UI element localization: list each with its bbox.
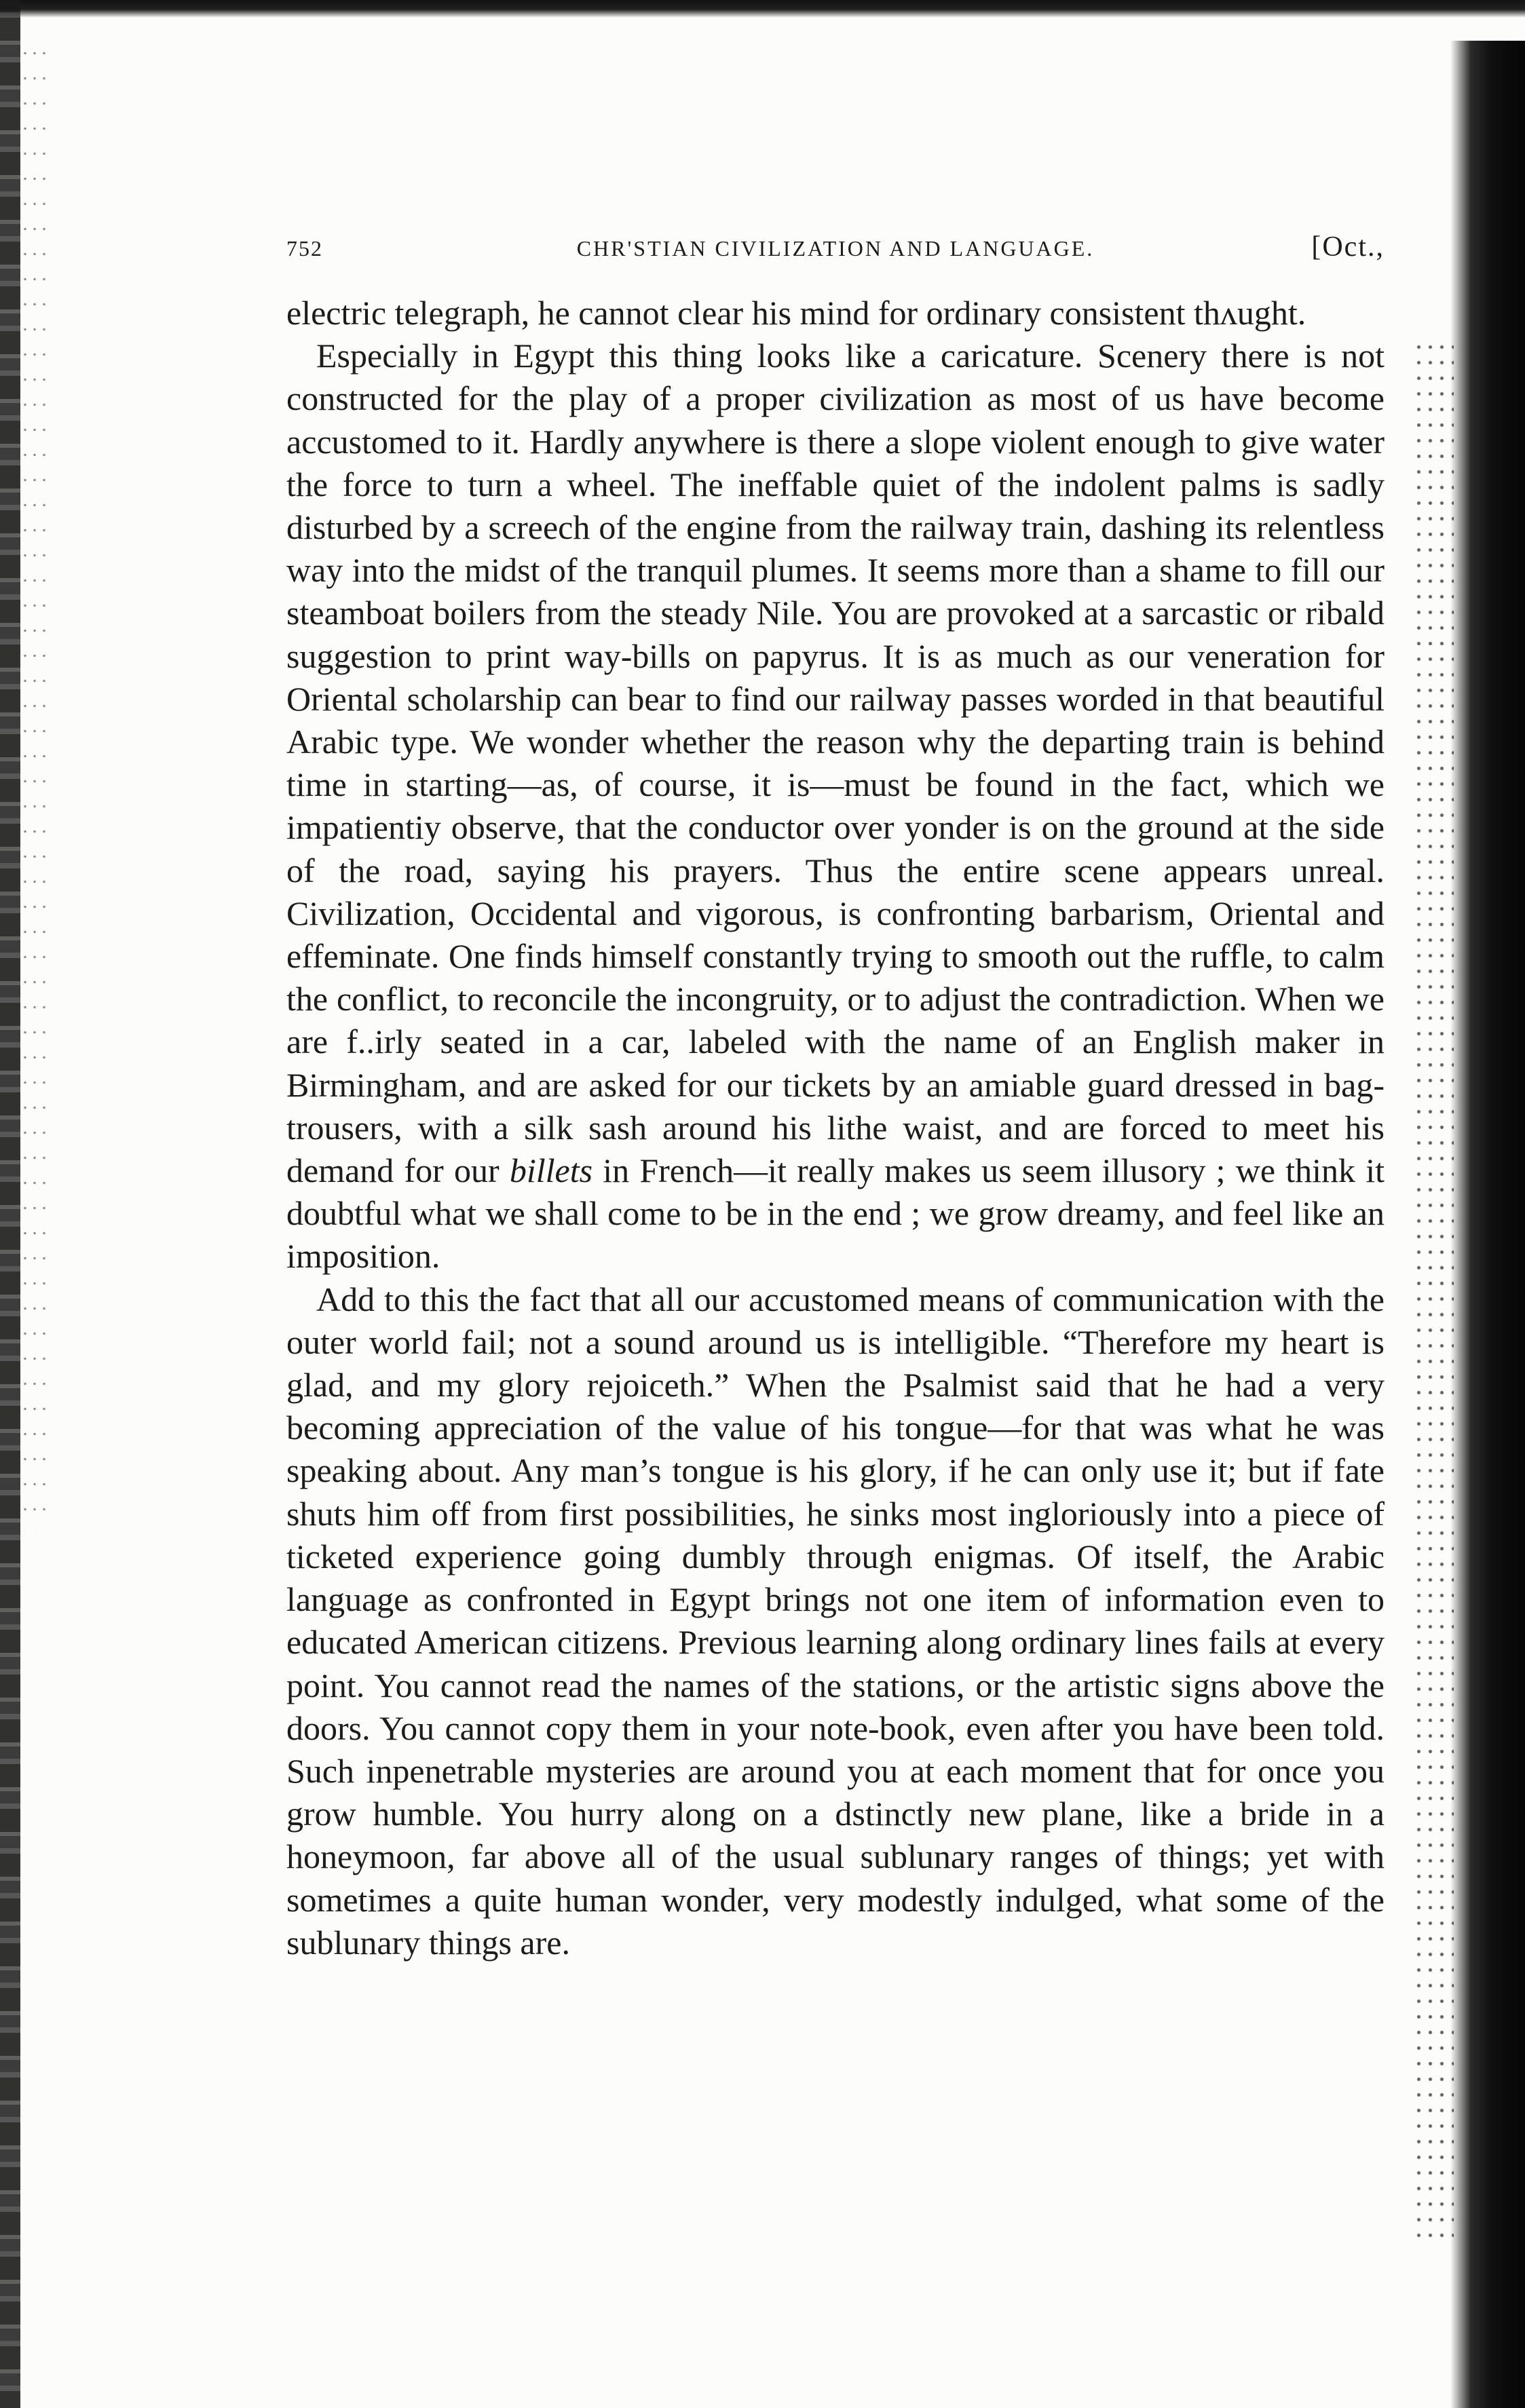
paragraph-text: Add to this the fact that all our accustomed means of communication with the outer world fail; not a sound around us is intelligible. “Therefore my heart is glad, and my glory rejoiceth.” When the Psalmist said that he had a very becoming appreciation of the value of his tongue—for that was what he was speaking about. Any man’s tongue is his glory, if he can only use it; but if fate shuts him off from first possibilities, he sinks most ingloriously into a piece of ticketed experience going dumbly through enigmas. Of itself, the Arabic language as confronted in Egypt brings not one item of information even to educated American citizens. Previous learning along ordinary lines fails at every point. You cannot read the names of the stations, or the artistic signs above the doors. You cannot copy them in your note-book, even after you have been told. Such inpenetrable mysteries are around you at each moment that for once you grow humble. You hurry along on a dstinctly new plane, like a bride in a honeymoon, far above all of the usual sublunary ranges of things; yet with sometimes a quite human wonder, very modestly indulged, what some of the sublunary things are. xyxy=(286,1280,1385,1962)
scan-right-edge-shadow xyxy=(1450,41,1525,2408)
paragraph-communication xyxy=(286,1278,1385,1964)
running-head xyxy=(286,231,1385,274)
paragraph-text: electric telegraph, he cannot clear his mind for ordinary consistent thʌught. xyxy=(286,294,1306,332)
running-title: CHR'STIAN CIVILIZATION AND LANGUAGE. xyxy=(576,236,1095,261)
page-number: 752 xyxy=(286,236,323,261)
page-text-block xyxy=(286,231,1385,1964)
paragraph-text: Especially in Egypt this thing looks like a caricature. Scenery there is not constructed for the play of a proper civilization as most of us have become accustomed to it. Hardly anywhere is there a slope violent enough to give water the force to turn a wheel. The ineffable quiet of the indolent palms is sadly disturbed by a screech of the engine from the railway train, dashing its relentless way into the midst of the tranquil plumes. It seems more than a shame to fill our steamboat boilers from the steady Nile. You are provoked at a sarcastic or ribald suggestion to print way-bills on papyrus. It is as much as our veneration for Oriental scholarship can bear to find our railway passes worded in that beautiful Arabic type. We wonder whether the reason why the departing train is behind time in starting—as, of course, it is—must be found in the fact, which we impatientiy observe, that the conductor over yonder is on the ground at the side of the road, saying his prayers. Thus the entire scene appears unreal. Civilization, Occidental and vigorous, is confronting barbarism, Oriental and effeminate. One finds himself constantly trying to smooth out the ruffle, to calm the conflict, to reconcile the incongruity, or to adjust the contradiction. When we are f..irly seated in a car, labeled with the name of an English maker in Birmingham, and are asked for our tickets by an amiable guard dressed in bag-trousers, with a silk sash around his lithe waist, and are forced to meet his demand for our xyxy=(286,337,1385,1190)
paragraph-egypt-caricature xyxy=(286,335,1385,1278)
scan-left-binding-shadow xyxy=(0,0,20,2408)
scan-left-speckle xyxy=(20,41,48,1533)
paragraph-text-after: in French—it really makes us seem illusory ; we think it doubtful what we shall come to be in the end ; we grow dreamy, and feel like an imposition. xyxy=(286,1151,1385,1276)
scan-right-speckle xyxy=(1413,339,1454,2239)
italic-word-billets: billets xyxy=(509,1151,593,1190)
running-head-date: [Oct., xyxy=(1311,231,1385,263)
paragraph-continuation xyxy=(286,292,1385,335)
scan-top-border xyxy=(0,0,1525,18)
